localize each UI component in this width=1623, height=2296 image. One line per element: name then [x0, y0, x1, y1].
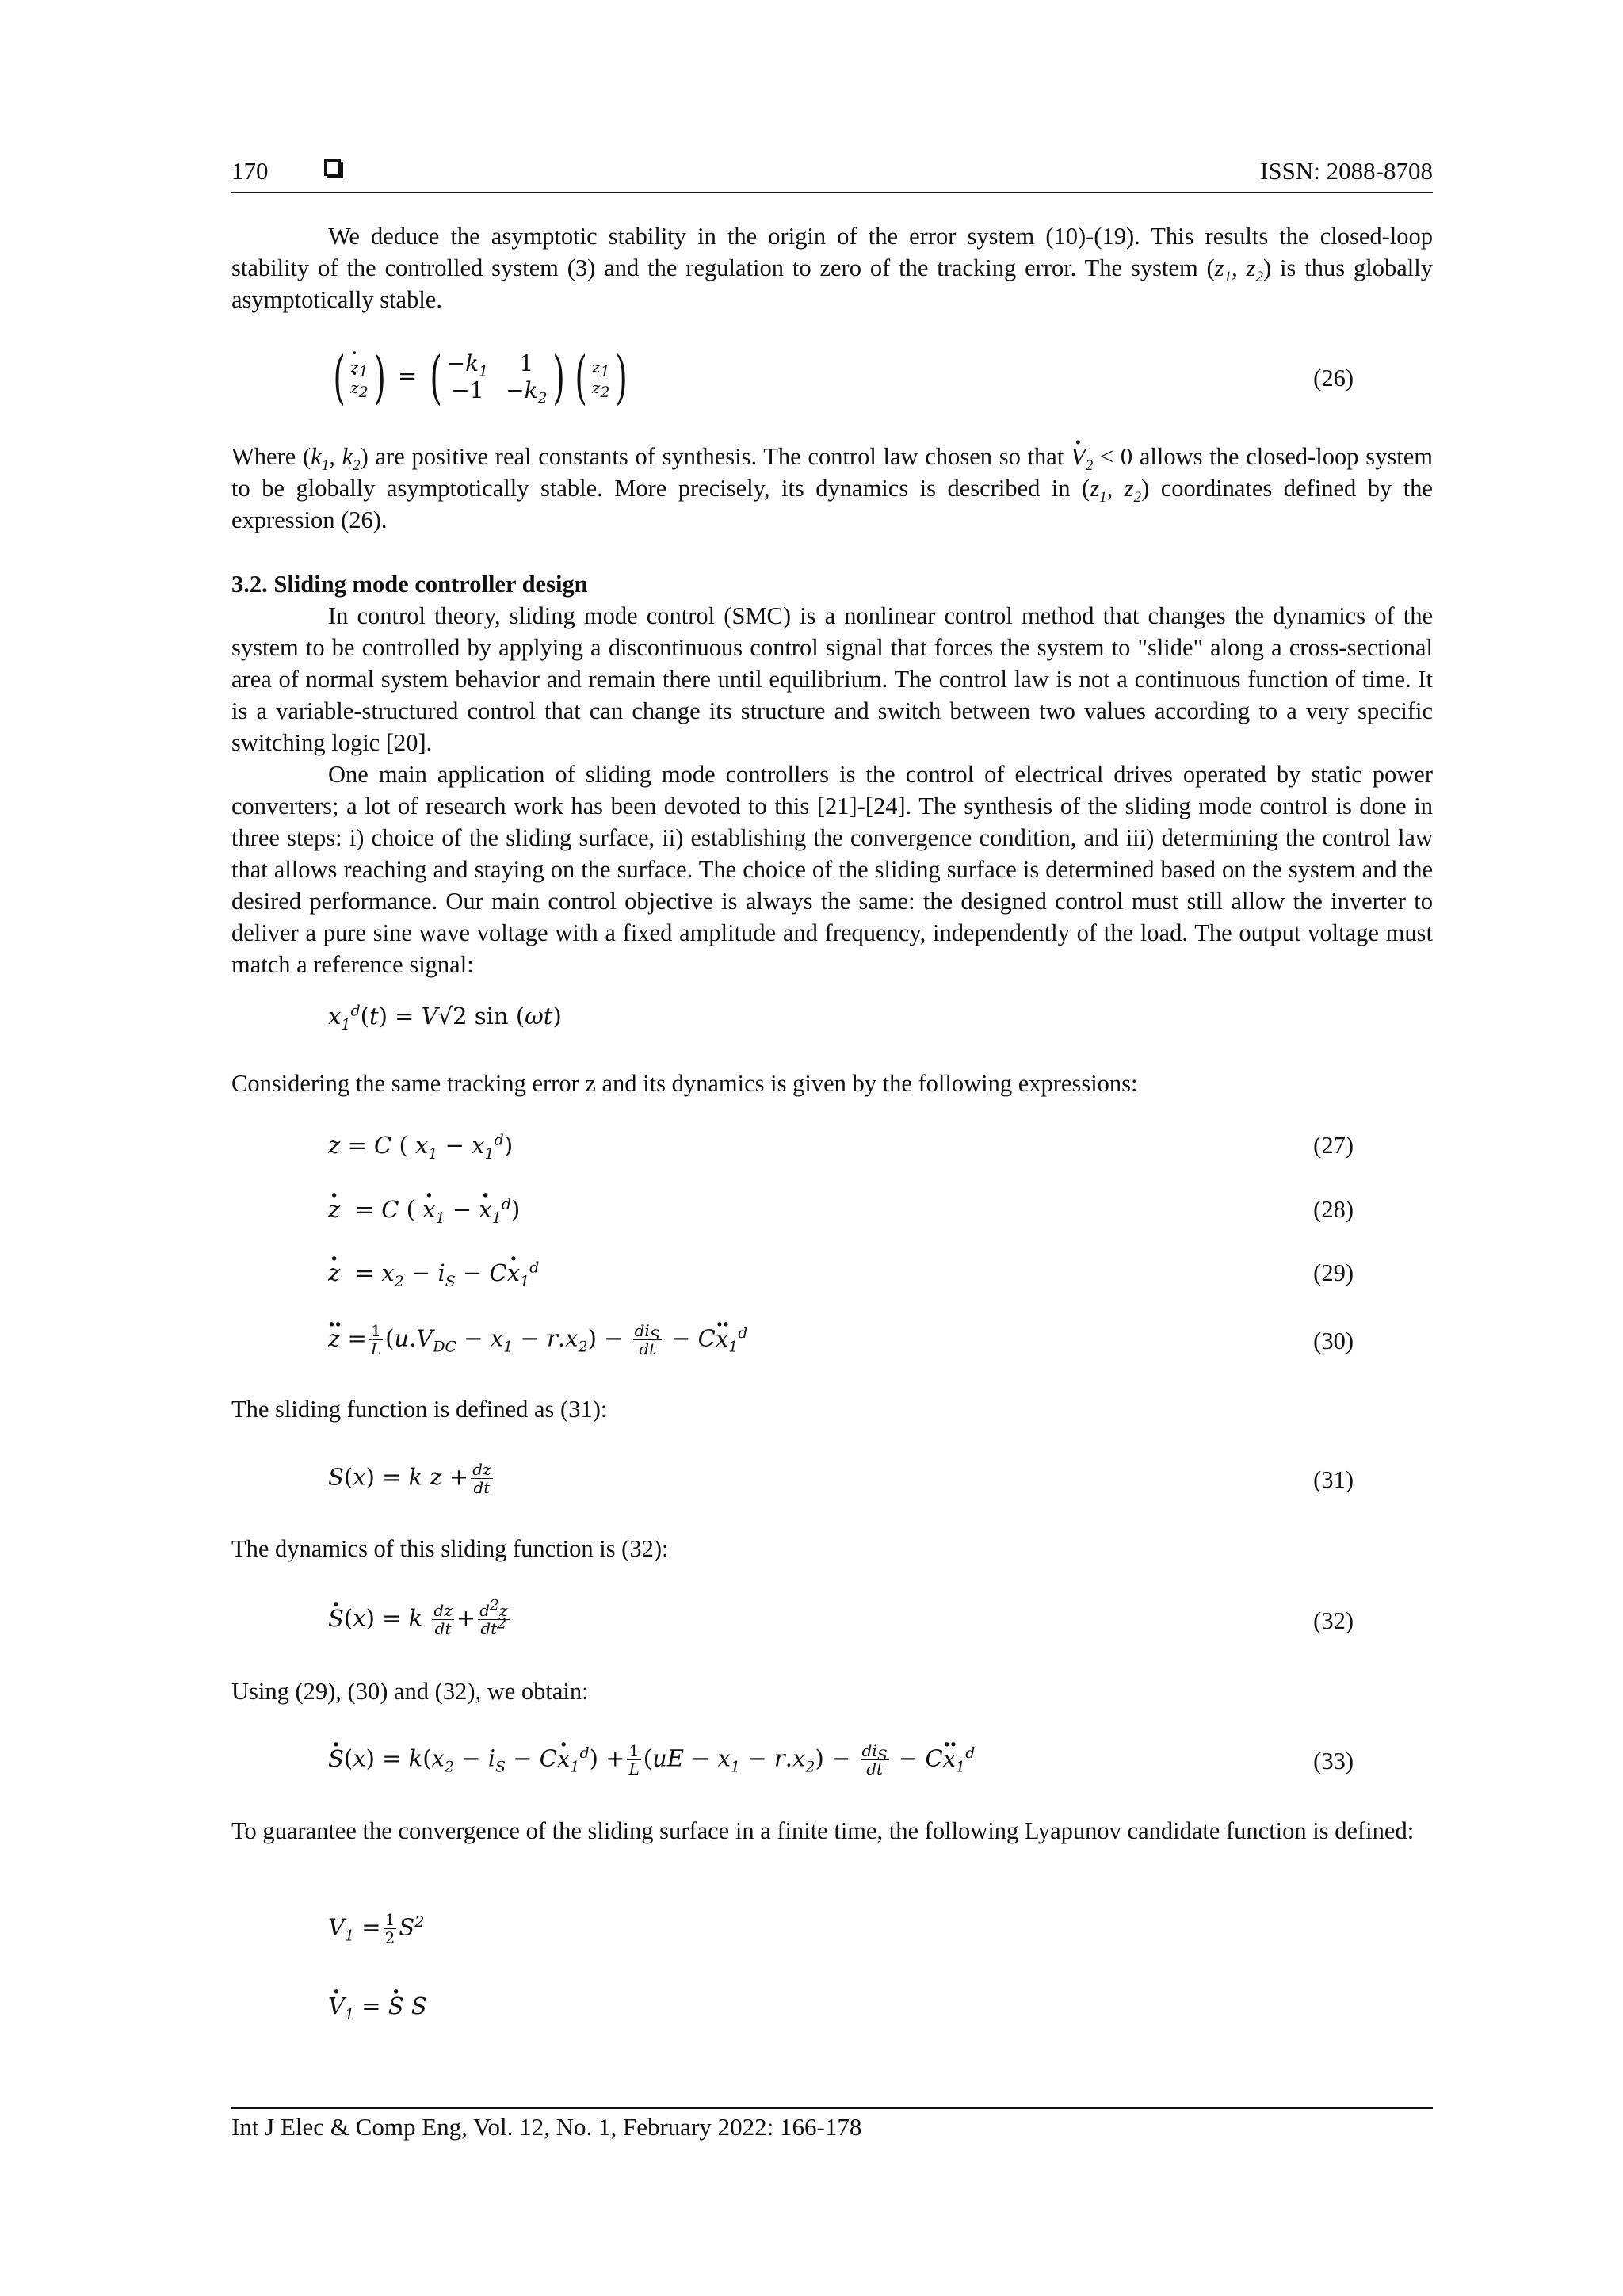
equation-number-31: (31): [1313, 1466, 1354, 1493]
page-footer: Int J Elec & Comp Eng, Vol. 12, No. 1, February 2022: 166-178: [231, 2113, 862, 2141]
paragraph-sliding-function: The sliding function is defined as (31):: [231, 1396, 608, 1423]
equation-33: $S \cdot(x) = k(x_2 - i_S - Cx \cdot_1^d)$ + $\frac{1}{L}$ $(uE - x_1 - r.x_2)$ − $\frac{di_S}{dt}$ − $Cx \cdot\cdot_1^d$: [328, 1742, 975, 1778]
equation-number-33: (33): [1313, 1748, 1354, 1775]
paragraph-tracking-error: Considering the same tracking error z and its dynamics is given by the following expressions:: [231, 1070, 1138, 1097]
section-heading: 3.2. Sliding mode controller design: [231, 571, 588, 598]
equation-number-32: (32): [1313, 1607, 1354, 1634]
equation-30: z ·· = $\frac{1}{L}$ $(u.V_{DC} - x_1 - r.x_2)$ − $\frac{di_S}{dt}$ − $Cx \cdot\cdot_1^d$: [328, 1322, 747, 1358]
footer-rule: [231, 2107, 1433, 2109]
paragraph-using: Using (29), (30) and (32), we obtain:: [231, 1678, 589, 1705]
equation-number-27: (27): [1313, 1132, 1354, 1159]
equation-27: z = C ( $x_1 - x_1^d$): [328, 1131, 514, 1163]
equation-v1-dot: $V \cdot_1 = S \cdot S$: [328, 1990, 427, 2022]
equation-31: S(x) = k z + $\frac{dz}{dt}$: [328, 1460, 491, 1497]
equation-v1: $V_1$ = $\frac{1}{2}$ $S^2$: [328, 1910, 425, 1947]
issn-label: ISSN: 2088-8708: [1260, 157, 1433, 185]
equation-number-26: (26): [1313, 365, 1354, 392]
page-header: [231, 155, 1433, 192]
paragraph-control-law: Where ($k_1$, $k_2$) are positive real constants of synthesis. The control law chosen so that $V \cdot_2 < 0$ allows the closed-loop system to be globally asymptotically stable. More precisely, its dynamics is described in ($z_1$, $z_2$) coordinates defined by the expression (26).: [231, 441, 1433, 536]
paragraph-sliding-dynamics: The dynamics of this sliding function is (32):: [231, 1535, 669, 1562]
equation-29: z · = $x_2 - i_S - Cx \cdot_1^d$: [328, 1257, 539, 1289]
checkbox-square-icon: [324, 159, 341, 176]
paragraph-stability: We deduce the asymptotic stability in the origin of the error system (10)-(19). This results the closed-loop stability of the controlled system (3) and the regulation to zero of the tracking error. The system ($z_1$, $z_2$) is thus globally asymptotically stable.: [231, 223, 1433, 313]
equation-number-28: (28): [1313, 1196, 1354, 1223]
equation-26: ( $z \cdot_1$ $z \cdot_2$ ) = ( $-k_1$ 1 −1 $-k_2$ ) ( $z_1$ $z_2$ ): [328, 349, 632, 406]
paragraph-smc-intro: In control theory, sliding mode control (SMC) is a nonlinear control method that changes the dynamics of the system to be controlled by applying a discontinuous control signal that forces the system to "slide" along a cross-sectional area of normal system behavior and remain there until equilibrium. The control law is not a continuous function of time. It is a variable-structured control that can change its structure and switch between two values according to a very specific switching logic [20].: [231, 602, 1433, 756]
equation-28: z · = C ( $x \cdot_1 - x \cdot_1^d$): [328, 1194, 520, 1225]
page-number: 170: [231, 157, 269, 185]
equation-number-30: (30): [1313, 1328, 1354, 1354]
paragraph-smc-application: One main application of sliding mode controllers is the control of electrical drives operated by static power converters; a lot of research work has been devoted to this [21]-[24]. The synthesis of the sliding mode control is done in three steps: i) choice of the sliding surface, ii) establishing the convergence condition, and iii) determining the control law that allows reaching and staying on the surface. The choice of the sliding surface is determined based on the system and the desired performance. Our main control objective is always the same: the designed control must still allow the inverter to deliver a pure sine wave voltage with a fixed amplitude and frequency, independently of the load. The output voltage must match a reference signal:: [231, 761, 1433, 978]
equation-reference-signal: $x_1^d(t) = V√2$ sin (ωt): [328, 1002, 562, 1033]
equation-number-29: (29): [1313, 1259, 1354, 1286]
equation-32: S ·(x) = k $\frac{dz}{dt}$ + $\frac{d^2z}{dt^2}$: [328, 1602, 512, 1637]
header-rule: [231, 192, 1433, 193]
paragraph-lyapunov: To guarantee the convergence of the sliding surface in a finite time, the following Lyapunov candidate function is defined:: [231, 1817, 1415, 1844]
